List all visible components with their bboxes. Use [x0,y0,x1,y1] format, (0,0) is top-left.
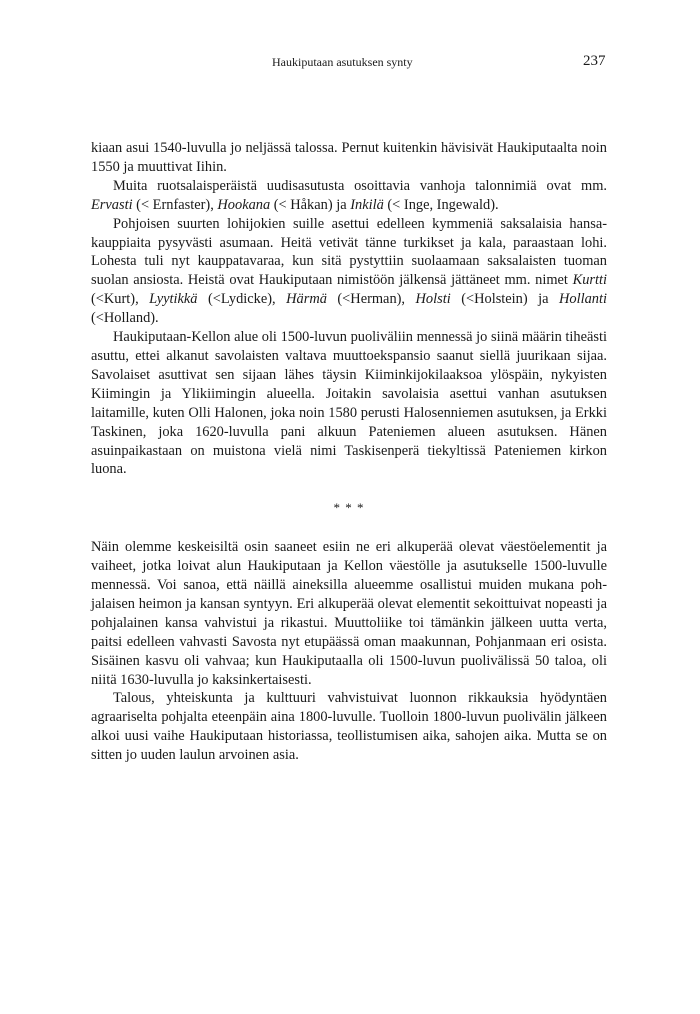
paragraph-3 [91,215,607,328]
house-name-italic: Holsti [415,291,451,308]
text-run: (< Håkan) ja [270,196,351,213]
house-name-italic: Kurtti [572,272,607,289]
paragraph-5 [91,538,607,689]
house-name-italic: Inkilä [350,196,384,213]
text-run: Talous, yhteiskunta ja kulttuuri vahvistuivat luonnon rikkauksia hyödyntäen agraariselta pohjalta eteenpäin aina 1800-luvulle. Tuolloin 1800-luvun puolivälin jälkeen alkoi uusi vaihe Haukiputaan historiassa, teollistumisen aika, sahojen aika. Mutta se on sitten jo uuden laulun arvoinen asia. [91,690,607,764]
text-run: (<Kurt), [91,291,150,308]
running-head: Haukiputaan asutuksen synty [272,55,413,69]
text-run: (<Holland). [91,310,159,327]
text-run: (< Ernfaster), [132,196,218,213]
house-name-italic: Lyytikkä [149,291,198,308]
paragraph-2 [91,177,607,215]
body-text [91,139,607,765]
house-name-italic: Härmä [286,291,327,308]
text-run: kiaan asui 1540-luvulla jo neljässä talossa. Pernut kuitenkin hävisivät Haukiputaalta noin 1550 ja muuttivat Iihin. [91,140,607,175]
paragraph-6 [91,689,607,765]
text-run: Näin olemme keskeisiltä osin saaneet esiin ne eri alkuperää olevat väestöelementit ja vaiheet, jotka loivat alun Haukiputaan ja Kellon väestölle ja asutukselle 1500-luvulle mennessä. Voi sanoa, että näillä aineksilla alueemme osallistui muiden mukana pohjalaisen heimon ja kansan syntyyn. Eri alkuperää olevat elementit sekoittuivat nopeasti ja pohjalainen kansa vahvistui ja rikastui. Muuttoliike toi tämänkin jälkeen uutta verta, paitsi edelleen vahvasti Savosta nyt etupäässä oman maakunnan, Pohjanmaan eri osista. Sisäinen kasvu oli vahvaa; kun Haukiputaalla oli 1500-luvun puolivälissä 50 taloa, oli niitä 1630-luvulla jo kaksinkertaisesti. [91,539,607,688]
text-run: (<Herman), [326,291,416,308]
text-run: Pohjoisen suurten lohijokien suille asettui edelleen kymmeniä saksalaisia hansakauppiaita pysyvästi asumaan. Heitä vetivät tänne turkikset ja kala, paraastaan lohi. Lohesta tuli nyt kauppatavaraa, kun sitä pystyttiin suolaamaan saksalaisten tuoman suolan ansiosta. Heistä ovat Haukiputaan nimistöön jälkensä jättäneet mm. nimet [91,215,607,289]
paragraph-1 [91,139,607,177]
text-run: Muita ruotsalaisperäistä uudisasutusta osoittavia vanhoja talonnimiä ovat mm. [113,177,607,194]
text-run: (< Inge, Ingewald). [383,196,499,213]
page-number: 237 [583,53,606,69]
paragraph-4 [91,328,607,479]
house-name-italic: Ervasti [91,196,133,213]
text-run: (<Lydicke), [197,291,287,308]
text-run: Haukiputaan-Kellon alue oli 1500-luvun puoliväliin mennessä jo siinä määrin tiheästi asuttu, ettei alkanut savolaisten valtava muuttoekspansio saanut siellä juurikaan sijaa. Savolaiset asuttivat sen sijaan lähes täysin Kiiminkijokilaaksoa ylöspäin, nykyisten Kiimingin ja Ylikiimingin alueella. Joitakin savolaisia asettui vanhan asutuksen laitamille, kuten Olli Halonen, joka noin 1580 perusti Halosenniemen asutuksen, ja Erkki Taskinen, joka 1620-luvulla pani alkuun Pateniemen alueen asutuksen. Hänen asuinpaikastaan on muistona vielä nimi Taskisenperä tiekyltissä Pateniemen kirkon luona. [91,329,607,478]
house-name-italic: Hookana [217,196,271,213]
house-name-italic: Hollanti [559,291,608,308]
text-run: (<Holstein) ja [450,291,560,308]
section-separator: * * * [333,500,365,516]
